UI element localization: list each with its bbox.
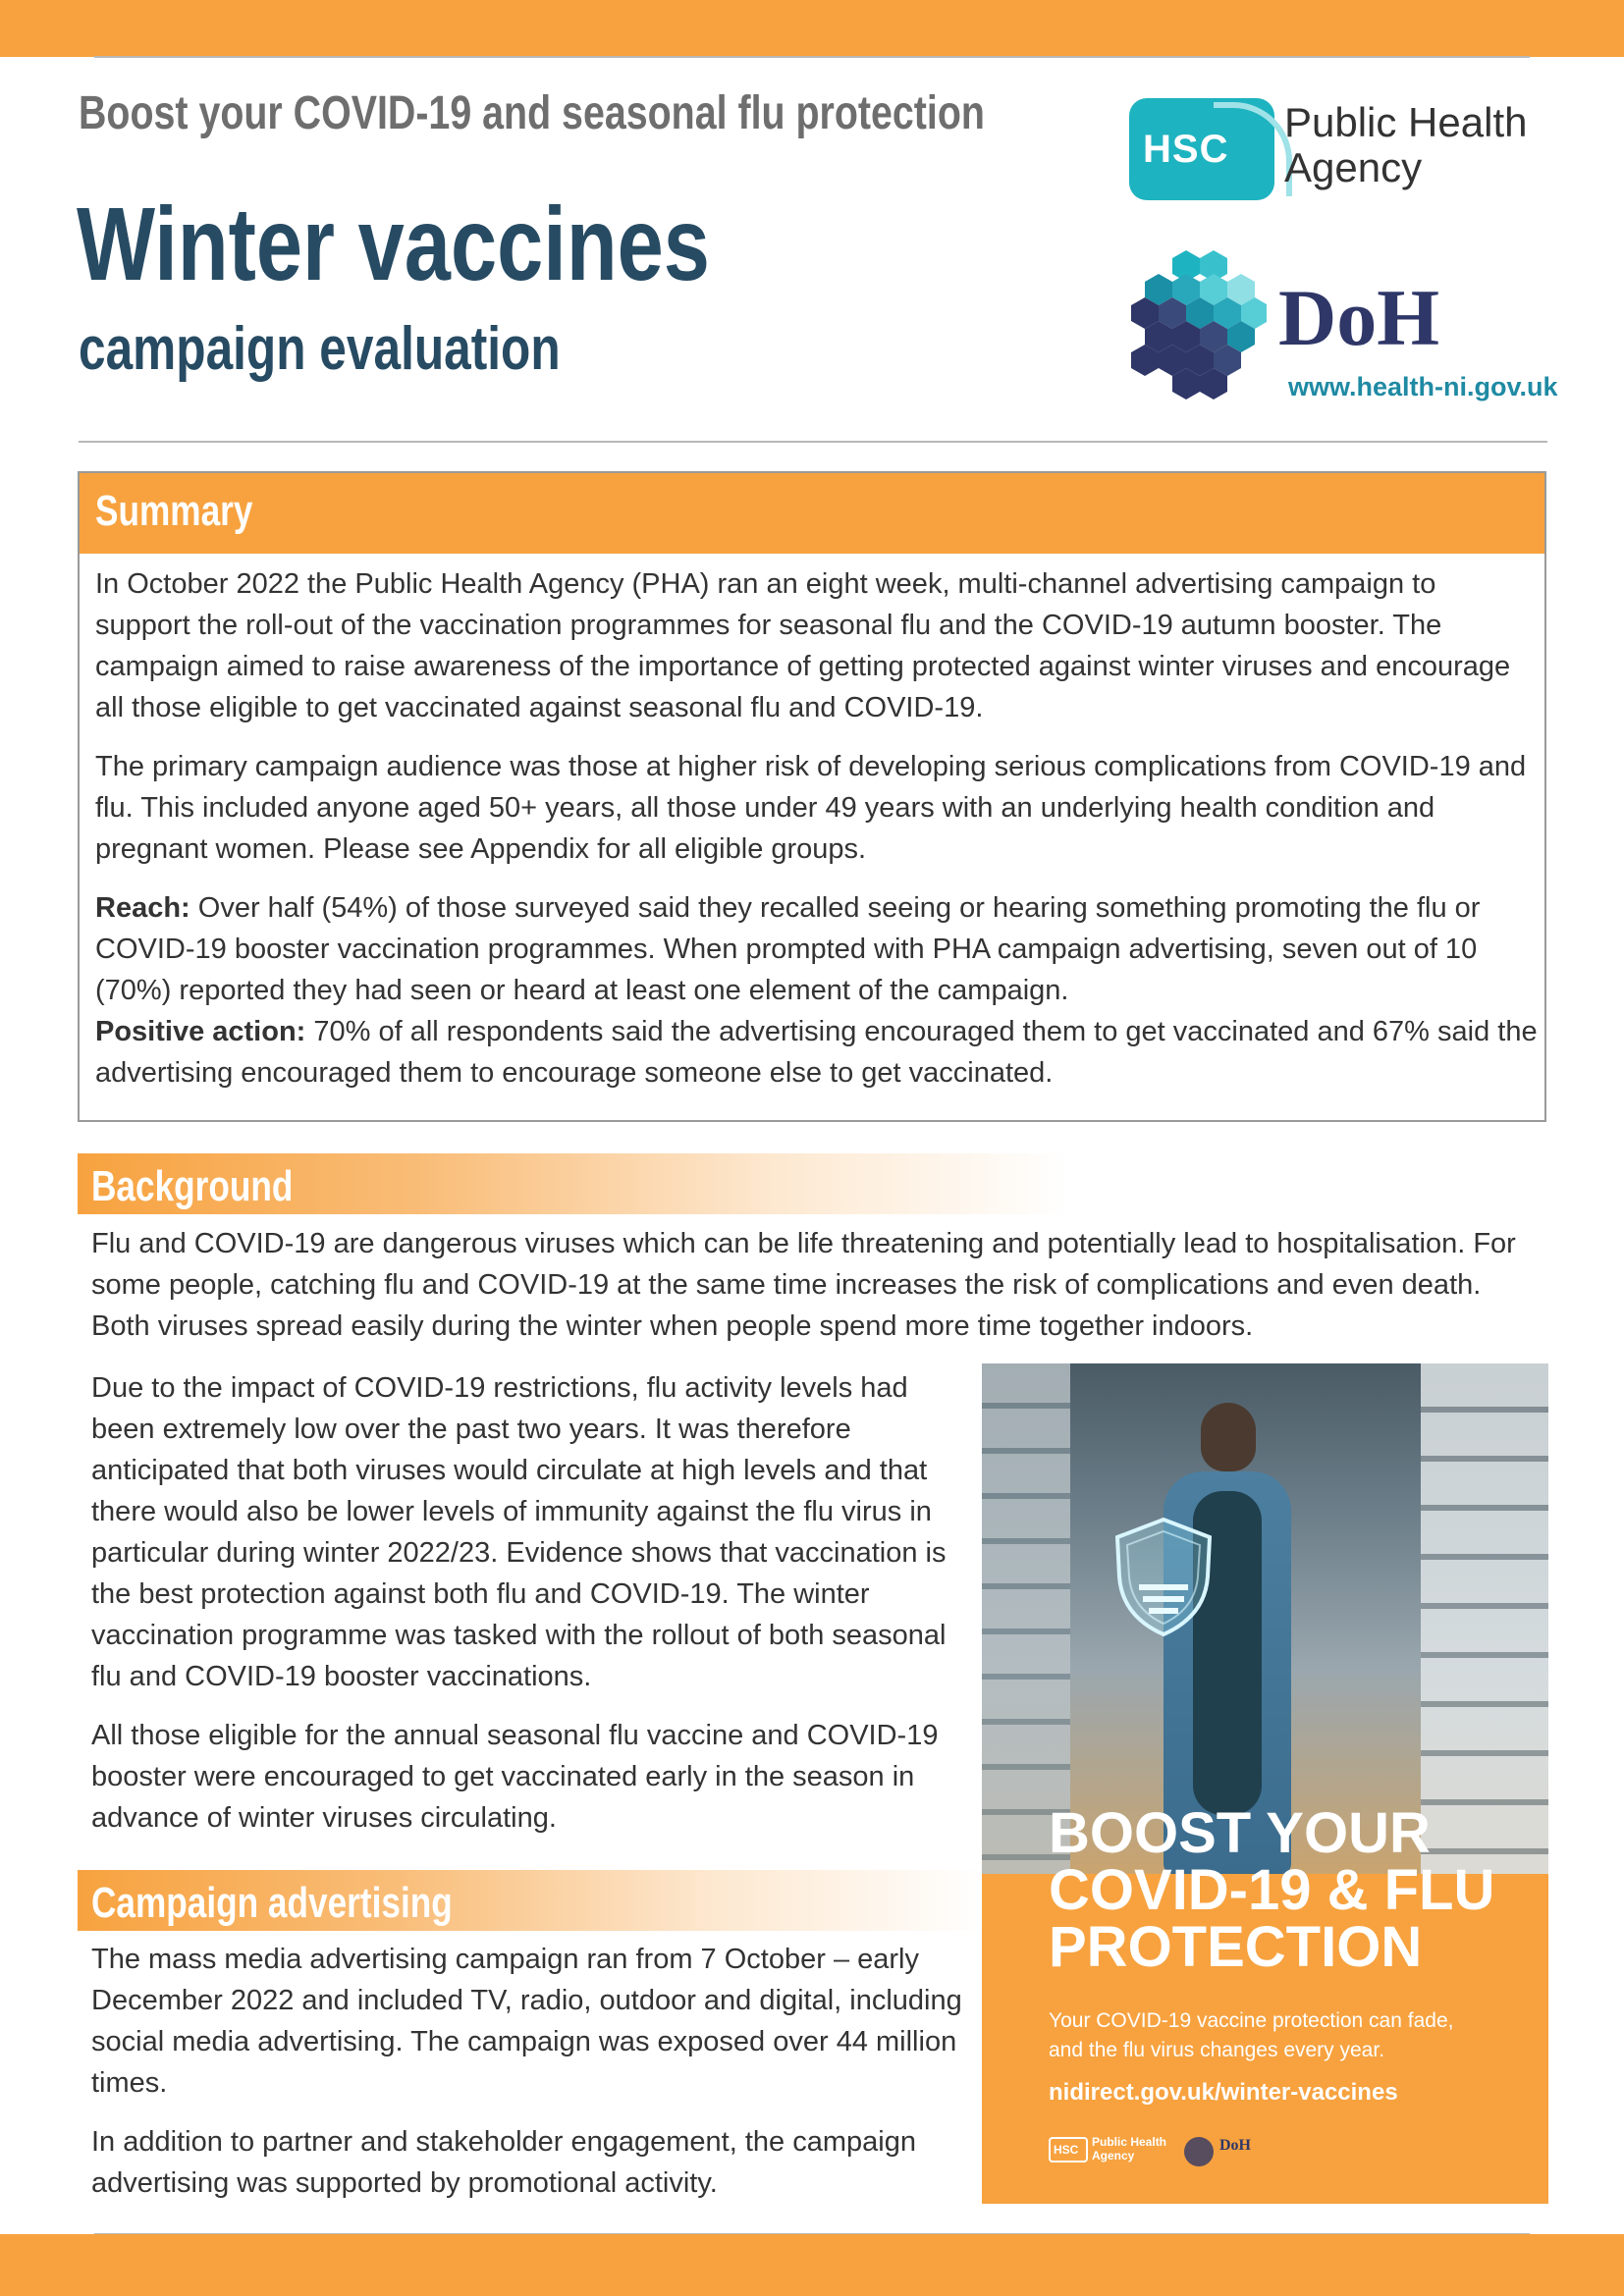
- poster-hsc-text: HSC: [1054, 2143, 1079, 2157]
- background-heading-bar: [78, 1153, 1069, 1214]
- pha-name-line1: Public Health: [1284, 99, 1528, 145]
- hexagon-cluster-icon: [1129, 250, 1267, 400]
- campaign-poster: [982, 1363, 1548, 2204]
- poster-headline-line3: PROTECTION: [1049, 1915, 1423, 1979]
- summary-box: [78, 471, 1546, 1122]
- campaign-heading: Campaign advertising: [91, 1879, 453, 1927]
- background-paragraph-2: Due to the impact of COVID-19 restrictions, flu activity levels had been extremely low over the past two years. It was therefore anticipated that both viruses would circulate at high levels and that there would also be lower levels of immunity against the flu virus in particular during winter 2022/23. Evidence shows that vaccination is the best protection against both flu and COVID-19. The winter vaccination programme was tasked with the rollout of both seasonal flu and COVID-19 booster vaccinations.: [91, 1372, 947, 1692]
- doh-logo: [1129, 250, 1558, 407]
- poster-pha-line1: Public Health: [1092, 2135, 1167, 2149]
- summary-paragraph-2: The primary campaign audience was those at higher risk of developing serious complications from COVID-19 and flu. This included anyone aged 50+ years, all those under 49 years with an underlying health condition and pregnant women. Please see Appendix for all eligible groups.: [95, 751, 1527, 865]
- doh-wordmark: DoH: [1278, 273, 1439, 362]
- poster-hsc-logo: [1049, 2137, 1088, 2163]
- page-subtitle: campaign evaluation: [79, 315, 561, 383]
- figure-head: [1201, 1403, 1256, 1471]
- campaign-column: [91, 1939, 965, 2221]
- pharmacy-shelf-left: [982, 1363, 1070, 1874]
- positive-action-text: 70% of all respondents said the advertising encouraged them to get vaccinated and 67% said the advertising encouraged them to encourage someone else to get vaccinated.: [95, 1016, 1538, 1089]
- poster-subtext-line2: and the flu virus changes every year.: [1049, 2039, 1385, 2061]
- pha-name: [1284, 100, 1527, 190]
- summary-reach: [95, 887, 1539, 1011]
- poster-logos: [1049, 2131, 1343, 2170]
- poster-subtext: [1049, 2006, 1453, 2065]
- summary-heading: Summary: [95, 487, 253, 535]
- background-paragraph-3: All those eligible for the annual seasonal flu vaccine and COVID-19 booster were encouraged to get vaccinated early in the season in advance of winter viruses circulating.: [91, 1720, 939, 1834]
- shield-icon: [1110, 1516, 1218, 1638]
- page-kicker: Boost your COVID-19 and seasonal flu protection: [79, 87, 985, 139]
- background-paragraph-1: Flu and COVID-19 are dangerous viruses which can be life threatening and potentially lead to hospitalisation. For some people, catching flu and COVID-19 at the same time increases the risk of complications and even death. Both viruses spread easily during the winter when people spend more time together indoors.: [91, 1228, 1516, 1342]
- doh-website-link[interactable]: www.health-ni.gov.uk: [1288, 372, 1558, 401]
- background-intro: [91, 1223, 1544, 1364]
- reach-text: Over half (54%) of those surveyed said they recalled seeing or hearing something promoting the flu or COVID-19 booster vaccination programmes. When prompted with PHA campaign advertising, seven out of 10 (70%) reported they had seen or heard at least one element of the campaign.: [95, 892, 1481, 1006]
- pha-logo: [1129, 98, 1542, 206]
- poster-photo: [982, 1363, 1548, 1874]
- poster-headline-line2: COVID-19 & FLU: [1049, 1858, 1495, 1922]
- page-title: Winter vaccines: [77, 187, 710, 302]
- poster-pha-line2: Agency: [1092, 2149, 1135, 2163]
- bottom-accent-bar: [0, 2234, 1624, 2296]
- poster-url-link[interactable]: nidirect.gov.uk/winter-vaccines: [1049, 2079, 1398, 2106]
- background-column: [91, 1367, 965, 1856]
- positive-action-label: Positive action:: [95, 1016, 306, 1047]
- pharmacy-shelf-right: [1421, 1363, 1548, 1874]
- header-divider: [79, 441, 1547, 443]
- campaign-paragraph-1: The mass media advertising campaign ran from 7 October – early December 2022 and included TV, radio, outdoor and digital, including social media advertising. The campaign was exposed over 44 million times.: [91, 1944, 962, 2099]
- hsc-swoosh-icon: [1214, 102, 1292, 196]
- top-accent-bar: [0, 0, 1624, 57]
- poster-headline: [1049, 1801, 1495, 1979]
- reach-label: Reach:: [95, 892, 190, 924]
- summary-positive-action: [95, 1011, 1539, 1094]
- poster-doh-hex-icon: [1184, 2137, 1214, 2166]
- poster-headline-line1: BOOST YOUR: [1049, 1801, 1431, 1865]
- top-rule: [94, 56, 1530, 58]
- pha-name-line2: Agency: [1284, 144, 1423, 190]
- poster-doh-text: DoH: [1219, 2137, 1251, 2154]
- campaign-heading-bar: [78, 1870, 986, 1931]
- summary-body: [95, 563, 1539, 1094]
- campaign-paragraph-2: In addition to partner and stakeholder engagement, the campaign advertising was supported by promotional activity.: [91, 2126, 916, 2199]
- poster-pha-name: [1092, 2135, 1166, 2163]
- summary-paragraph-1: In October 2022 the Public Health Agency (PHA) ran an eight week, multi-channel advertising campaign to support the roll-out of the vaccination programmes for seasonal flu and the COVID-19 autumn booster. The campaign aimed to raise awareness of the importance of getting protected against winter viruses and encourage all those eligible to get vaccinated against seasonal flu and COVID-19.: [95, 568, 1511, 723]
- summary-heading-bar: [80, 473, 1544, 554]
- background-heading: Background: [91, 1162, 294, 1210]
- hsc-badge-text: HSC: [1143, 128, 1229, 171]
- poster-subtext-line1: Your COVID-19 vaccine protection can fade,: [1049, 2009, 1454, 2032]
